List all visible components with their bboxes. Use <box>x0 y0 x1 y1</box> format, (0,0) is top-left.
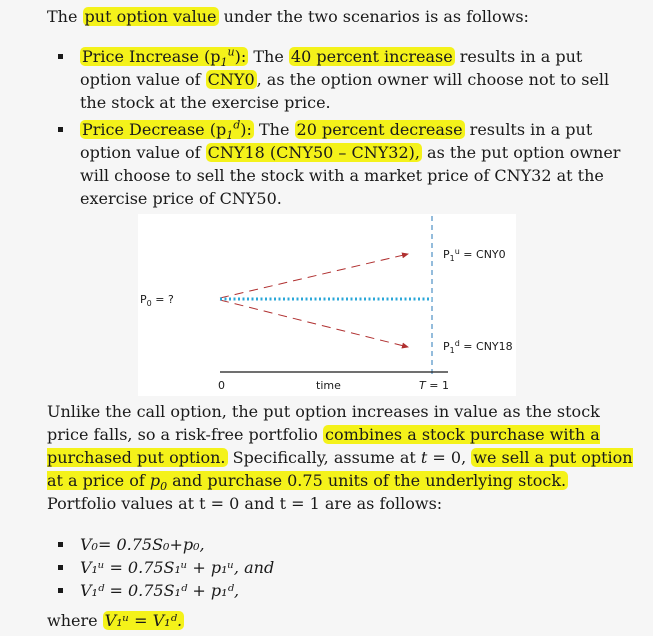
portfolio-highlight-1: combines a stock purchase with a purchased put option. <box>47 425 600 467</box>
bullet-square-icon <box>58 565 63 570</box>
where-highlight: V₁ᵘ = V₁ᵈ. <box>104 611 183 630</box>
equation-list <box>47 533 637 602</box>
intro-highlight: put option value <box>84 7 217 26</box>
equation-v1d: V₁ᵈ = 0.75S₁ᵈ + p₁ᵈ, <box>80 581 240 600</box>
scenario-label: Price Increase $(p_1^u)$: <box>82 45 247 70</box>
equation-item <box>47 533 637 556</box>
scenario-item-increase: Price Increase $(p_1^u)$: The 40 percent increase results in a put option value of CNY0 , as the option owner will choose not to sell the stock at the exercise price. <box>47 45 637 114</box>
down-branch-arrow <box>220 300 408 347</box>
scenario-value: CNY18 (CNY50 – CNY32), <box>207 143 420 162</box>
axis-label-start: 0 <box>218 379 225 392</box>
equation-item <box>47 579 637 602</box>
axis-label-time: time <box>316 379 341 392</box>
intro-text-after: under the two scenarios is as follows: <box>218 7 529 26</box>
scenario-value: CNY0 <box>207 70 255 89</box>
binomial-tree-figure <box>138 214 516 396</box>
bullet-square-icon <box>58 542 63 547</box>
bullet-square-icon <box>58 54 63 59</box>
p0-label: $P_0$ = ? <box>140 293 174 308</box>
equation-item <box>47 556 637 579</box>
where-line: where V₁ᵘ = V₁ᵈ. <box>47 611 183 630</box>
p1-up-label: $P_1^u = CNY0$ <box>443 247 506 263</box>
equation-v1u: V₁ᵘ = 0.75S₁ᵘ + p₁ᵘ, and <box>80 558 275 577</box>
scenario-label: Price Decrease $(p_1^d)$: <box>82 118 252 143</box>
scenario-change: 40 percent increase <box>290 47 453 66</box>
intro-text-before: The <box>47 7 83 26</box>
bullet-square-icon <box>58 127 63 132</box>
up-branch-arrow <box>220 254 408 298</box>
intro-paragraph <box>47 5 642 28</box>
scenario-item-decrease: Price Decrease $(p_1^d)$: The 20 percent decrease results in a put option value of CNY18 (CNY50 – CNY32), as the put option owner will choose to sell the stock with a market price of CNY32 at the exercise price of CNY50. <box>47 118 637 210</box>
scenario-list <box>47 45 637 210</box>
bullet-square-icon <box>58 588 63 593</box>
portfolio-paragraph: Unlike the call option, the put option increases in value as the stock price falls, so a risk-free portfolio combines a stock purchase with a purchased put option. Specifically, assume at t = 0, we sell a put option at a price of $p_0$ and purchase 0.75 units of the underlying stock. Portfolio values at t = 0 and t = 1 are as follows: <box>47 402 633 513</box>
portfolio-highlight-2: we sell a put option at a price of $p_0$ and purchase 0.75 units of the underlying stock. <box>47 448 633 494</box>
scenario-change: 20 percent decrease <box>296 120 463 139</box>
p1-down-label: $P_1^d = CNY18$ <box>443 339 513 355</box>
equation-v0: V₀= 0.75S₀+p₀, <box>80 535 205 554</box>
binomial-tree-svg <box>138 214 516 396</box>
axis-label-end: T = 1 <box>419 379 449 392</box>
